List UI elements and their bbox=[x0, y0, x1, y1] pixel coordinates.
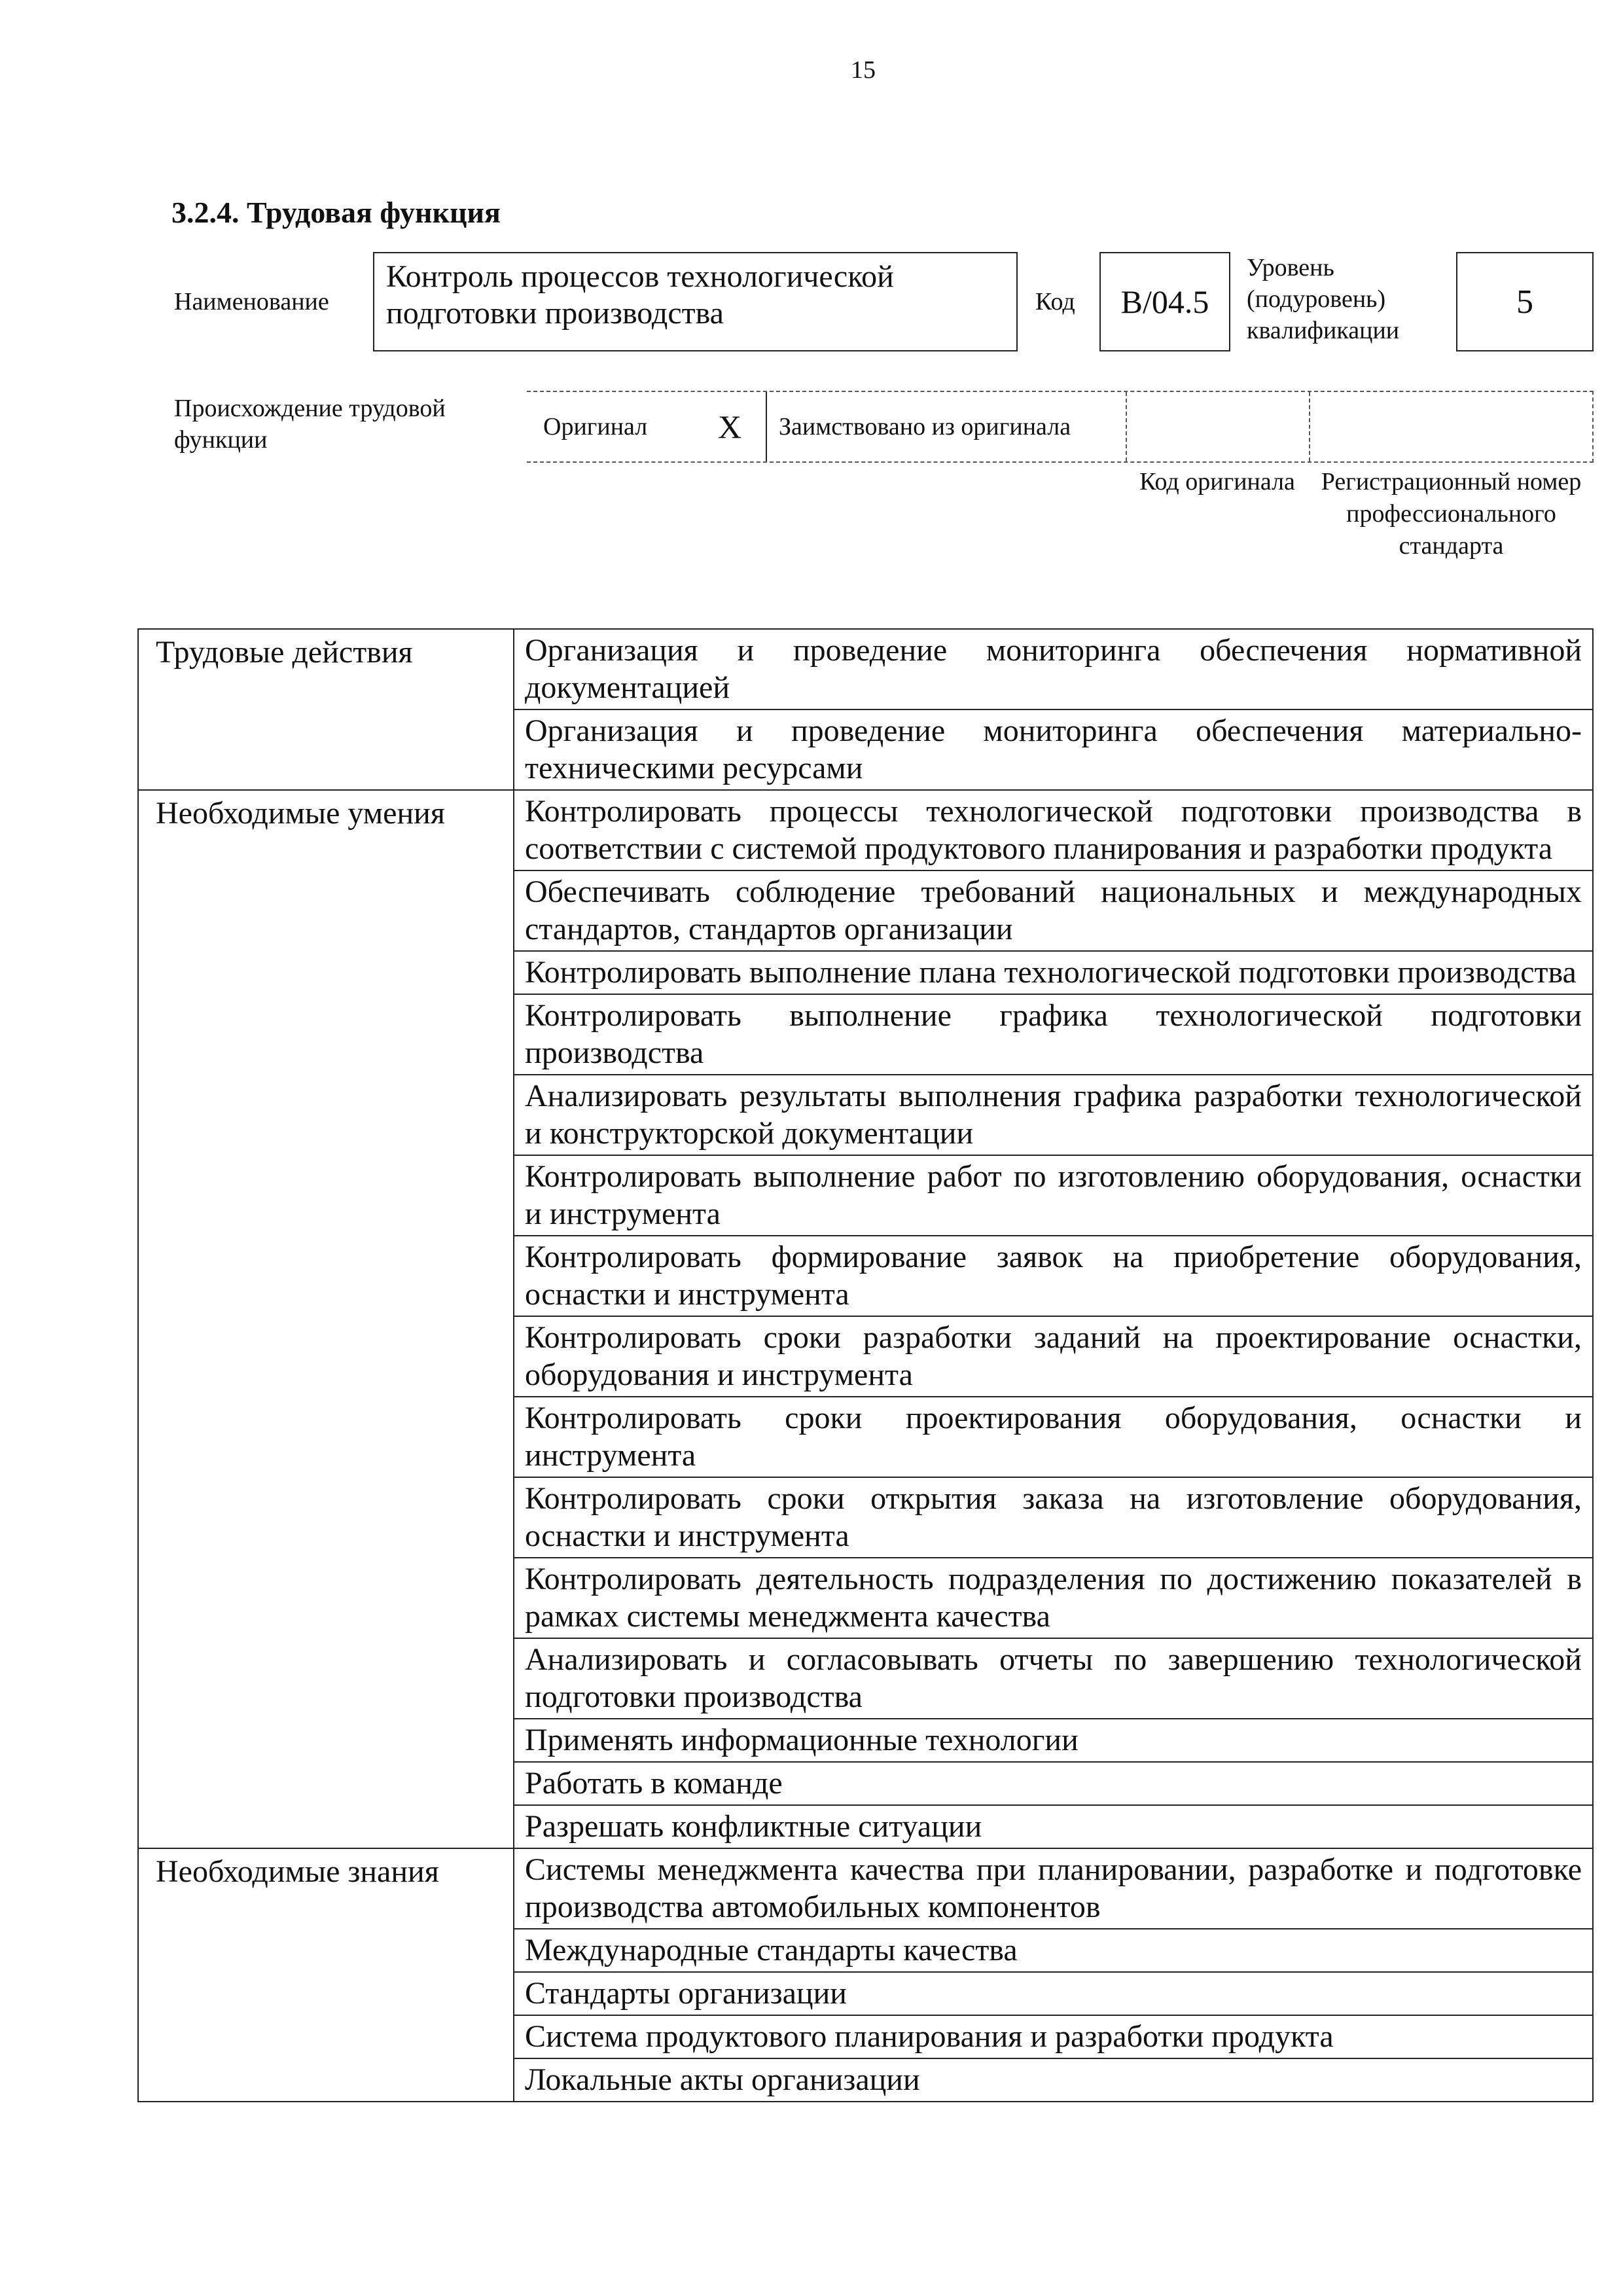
origin-divider bbox=[766, 392, 767, 461]
group-item: Контролировать выполнение работ по изготовлению оборудования, оснастки и инструмента bbox=[514, 1155, 1593, 1236]
original-mark: X bbox=[717, 408, 742, 445]
group-item: Международные стандарты качества bbox=[514, 1929, 1593, 1972]
group-item: Стандарты организации bbox=[514, 1972, 1593, 2015]
registration-number-cell bbox=[1309, 392, 1590, 461]
qualification-level-box: 5 bbox=[1456, 252, 1594, 351]
code-label: Код bbox=[1035, 288, 1075, 315]
group-item: Контролировать выполнение плана технологической подготовки производства bbox=[514, 951, 1593, 994]
registration-number-caption: Регистрационный номер профессионального стандарта bbox=[1321, 468, 1582, 560]
original-label: Оригинал bbox=[543, 413, 648, 440]
group-item: Анализировать результаты выполнения графика разработки технологической и конструкторской документации bbox=[514, 1075, 1593, 1155]
group-item: Разрешать конфликтные ситуации bbox=[514, 1805, 1593, 1848]
origin-strip bbox=[527, 391, 1594, 463]
group-item: Организация и проведение мониторинга обеспечения нормативной документацией bbox=[514, 629, 1593, 709]
group-label: Необходимые знания bbox=[138, 1848, 514, 2102]
group-item: Анализировать и согласовывать отчеты по завершению технологической подготовки производства bbox=[514, 1638, 1593, 1719]
level-label: Уровень (подуровень) квалификации bbox=[1247, 254, 1400, 344]
group-item: Контролировать сроки разработки заданий на проектирование оснастки, оборудования и инструмента bbox=[514, 1316, 1593, 1397]
page-number: 15 bbox=[851, 56, 876, 84]
group-item: Контролировать формирование заявок на приобретение оборудования, оснастки и инструмента bbox=[514, 1236, 1593, 1316]
origin-label: Происхождение трудовой функции bbox=[174, 395, 446, 454]
group-item: Системы менеджмента качества при планировании, разработке и подготовке производства автомобильных компонентов bbox=[514, 1848, 1593, 1929]
function-table bbox=[137, 628, 1594, 2102]
group-item: Организация и проведение мониторинга обеспечения материально-техническими ресурсами bbox=[514, 709, 1593, 790]
borrowed-label: Заимствовано из оригинала bbox=[779, 413, 1071, 440]
name-label: Наименование bbox=[174, 288, 329, 315]
group-item: Система продуктового планирования и разработки продукта bbox=[514, 2015, 1593, 2058]
function-name-box: Контроль процессов технологической подготовки производства bbox=[373, 252, 1018, 351]
group-label: Необходимые умения bbox=[138, 790, 514, 1848]
group-item: Контролировать сроки открытия заказа на изготовление оборудования, оснастки и инструмента bbox=[514, 1477, 1593, 1558]
group-item: Обеспечивать соблюдение требований национальных и международных стандартов, стандартов организации bbox=[514, 870, 1593, 951]
group-item: Контролировать процессы технологической подготовки производства в соответствии с системой продуктового планирования и разработки продукта bbox=[514, 790, 1593, 870]
group-item: Контролировать деятельность подразделения по достижению показателей в рамках системы менеджмента качества bbox=[514, 1558, 1593, 1638]
table-row bbox=[138, 790, 1593, 870]
table-row bbox=[138, 1848, 1593, 1929]
group-item: Работать в команде bbox=[514, 1762, 1593, 1805]
function-code-box: B/04.5 bbox=[1099, 252, 1230, 351]
group-item: Контролировать выполнение графика технологической подготовки производства bbox=[514, 994, 1593, 1075]
group-item: Локальные акты организации bbox=[514, 2058, 1593, 2102]
original-code-cell bbox=[1126, 392, 1309, 461]
group-item: Контролировать сроки проектирования оборудования, оснастки и инструмента bbox=[514, 1397, 1593, 1477]
section-title: 3.2.4. Трудовая функция bbox=[171, 196, 501, 229]
original-code-caption: Код оригинала bbox=[1139, 468, 1295, 495]
group-label: Трудовые действия bbox=[138, 629, 514, 790]
group-item: Применять информационные технологии bbox=[514, 1719, 1593, 1762]
table-row bbox=[138, 629, 1593, 709]
